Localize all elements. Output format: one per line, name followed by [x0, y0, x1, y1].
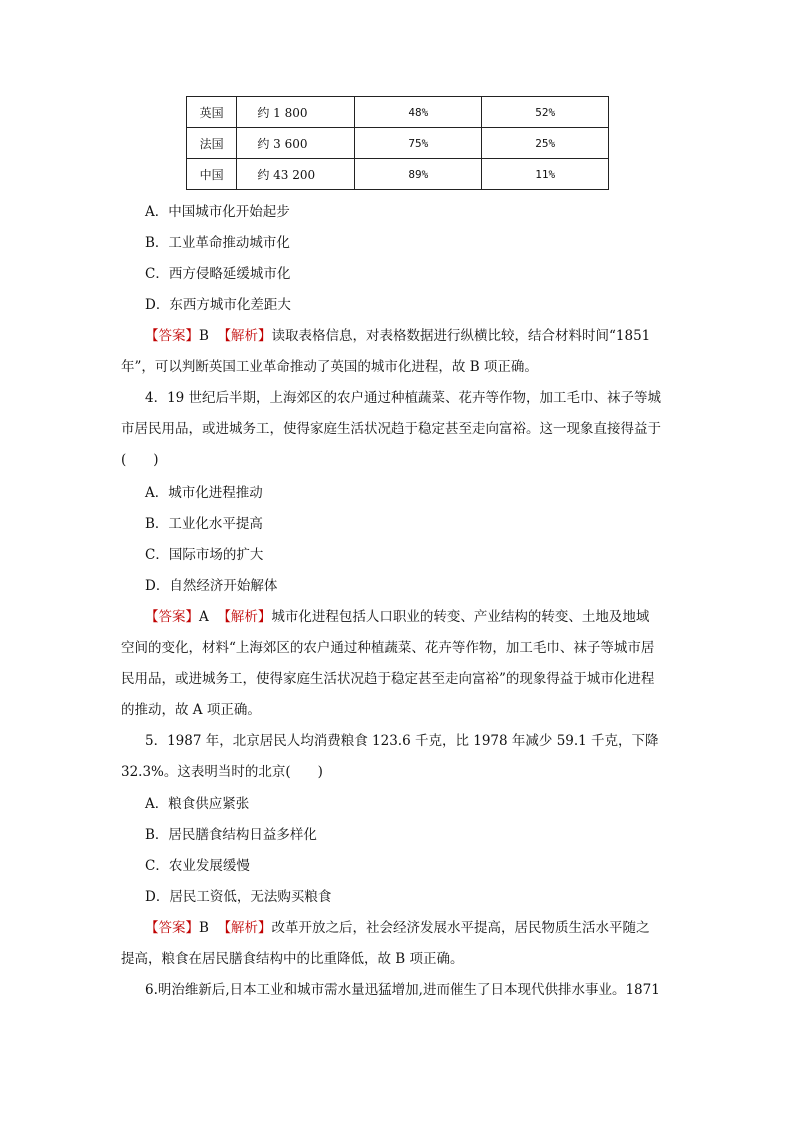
answer-label: 【答案】: [145, 609, 199, 625]
percent-cell: 25%: [482, 128, 609, 159]
answer-label: 【答案】: [145, 920, 199, 936]
q4-analysis-line: 的推动，故 A 项正确。: [121, 702, 261, 718]
q3-analysis-line: 年”，可以判断英国工业革命推动了英国的城市化进程，故 B 项正确。: [121, 359, 538, 375]
q3-option-d: D．东西方城市化差距大: [145, 297, 291, 313]
analysis-label: 【解析】: [217, 328, 272, 344]
percent-cell: 11%: [482, 159, 609, 190]
country-cell: 英国: [187, 97, 237, 128]
q5-option-d: D．居民工资低，无法购买粮食: [145, 889, 332, 905]
table-row: [187, 97, 609, 128]
q5-stem-line: 5．1987 年，北京居民人均消费粮食 123.6 千克，比 1978 年减少 59.1 千克，下降: [145, 733, 659, 749]
q3-answer-line: [145, 324, 650, 344]
urbanization-table: [186, 96, 609, 190]
population-cell: 约 43 200: [237, 159, 355, 190]
analysis-text: 读取表格信息，对表格数据进行纵横比较，结合材料时间“1851: [271, 328, 651, 344]
q5-option-b: B．居民膳食结构日益多样化: [145, 827, 317, 843]
country-cell: 中国: [187, 159, 237, 190]
answer-value: B: [199, 920, 209, 936]
q4-stem-line: 市居民用品，或进城务工，使得家庭生活状况趋于稳定甚至走向富裕。这一现象直接得益于: [121, 421, 661, 437]
q4-stem-line: 4．19 世纪后半期，上海郊区的农户通过种植蔬菜、花卉等作物，加工毛巾、袜子等城: [145, 390, 662, 406]
population-cell: 约 3 600: [237, 128, 355, 159]
q3-option-c: C．西方侵略延缓城市化: [145, 266, 291, 282]
q4-option-b: B．工业化水平提高: [145, 516, 263, 532]
table-row: [187, 128, 609, 159]
q4-answer-line: [145, 605, 649, 625]
table-row: [187, 159, 609, 190]
q5-answer-line: [145, 916, 650, 936]
q5-option-a: A．粮食供应紧张: [145, 796, 250, 812]
answer-label: 【答案】: [145, 328, 199, 344]
q5-stem-line: 32.3%。这表明当时的北京( ): [121, 764, 323, 780]
q4-option-a: A．城市化进程推动: [145, 485, 263, 501]
answer-value: B: [199, 328, 209, 344]
population-cell: 约 1 800: [237, 97, 355, 128]
percent-cell: 48%: [355, 97, 482, 128]
q3-option-a: A．中国城市化开始起步: [145, 204, 290, 220]
analysis-label: 【解析】: [217, 609, 272, 625]
q4-option-c: C．国际市场的扩大: [145, 547, 264, 563]
percent-cell: 75%: [355, 128, 482, 159]
country-cell: 法国: [187, 128, 237, 159]
analysis-label: 【解析】: [217, 920, 272, 936]
q5-analysis-line: 提高，粮食在居民膳食结构中的比重降低，故 B 项正确。: [121, 951, 464, 967]
analysis-text: 城市化进程包括人口职业的转变、产业结构的转变、土地及地域: [271, 609, 650, 625]
percent-cell: 89%: [355, 159, 482, 190]
q5-option-c: C．农业发展缓慢: [145, 858, 250, 874]
q4-stem-blank: ( ): [121, 452, 159, 468]
q4-analysis-line: 民用品，或进城务工，使得家庭生活状况趋于稳定甚至走向富裕”的现象得益于城市化进程: [121, 671, 655, 687]
q4-analysis-line: 空间的变化，材料“上海郊区的农户通过种植蔬菜、花卉等作物，加工毛巾、袜子等城市居: [121, 640, 655, 656]
analysis-text: 改革开放之后，社会经济发展水平提高，居民物质生活水平随之: [271, 920, 650, 936]
q6-stem-line: 6.明治维新后,日本工业和城市需水量迅猛增加,进而催生了日本现代供排水事业。1871: [145, 982, 660, 998]
q4-option-d: D．自然经济开始解体: [145, 578, 278, 594]
percent-cell: 52%: [482, 97, 609, 128]
answer-value: A: [199, 609, 209, 625]
q3-option-b: B．工业革命推动城市化: [145, 235, 290, 251]
